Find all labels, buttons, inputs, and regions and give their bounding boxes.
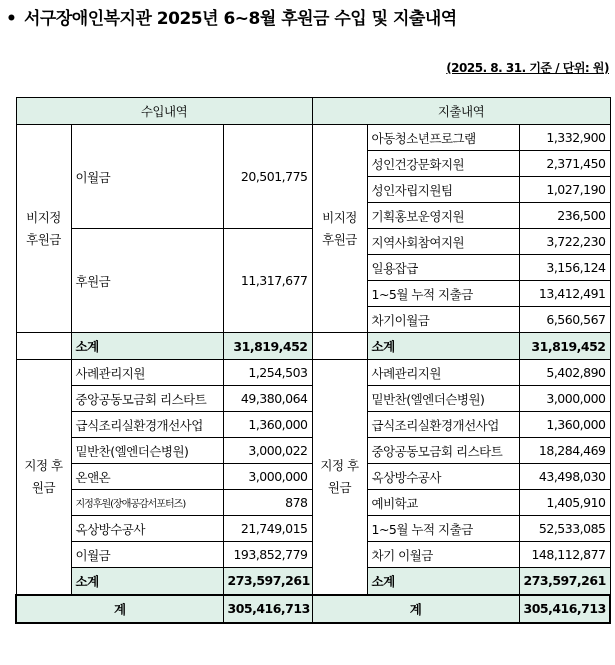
total-income: 305,416,713 [223,595,312,623]
total-expense: 305,416,713 [519,595,610,623]
subtotal-income: 273,597,261 [223,568,312,595]
total-label: 계 [312,595,519,623]
expense-label: 1~5월 누적 지출금 [367,281,519,307]
expense-value: 13,412,491 [519,281,610,307]
income-label: 후원금 [71,229,223,333]
expense-label: 차기이월금 [367,307,519,333]
subtotal-expense: 273,597,261 [519,568,610,595]
income-label: 옥상방수공사 [71,516,223,542]
group-label-des-expense: 지정 후원금 [312,360,367,595]
subtotal-income: 31,819,452 [223,333,312,360]
expense-value: 1,360,000 [519,412,610,438]
income-value: 11,317,677 [223,229,312,333]
expense-value: 148,112,877 [519,542,610,568]
expense-label: 차기 이월금 [367,542,519,568]
expense-value: 3,000,000 [519,386,610,412]
expense-label: 예비학교 [367,490,519,516]
donation-table [15,97,611,624]
header-row [16,98,610,125]
expense-value: 3,156,124 [519,255,610,281]
expense-header: 지출내역 [312,98,610,125]
group-label-non-income: 비지정 후원금 [16,125,71,333]
income-header: 수입내역 [16,98,312,125]
expense-value: 6,560,567 [519,307,610,333]
bullet-icon: • [6,9,17,29]
group-label-des-income: 지정 후원금 [16,360,71,595]
table-row [16,125,610,151]
expense-label: 지역사회참여지원 [367,229,519,255]
expense-value: 18,284,469 [519,438,610,464]
title-text: 서구장애인복지관 2025년 6~8월 후원금 수입 및 지출내역 [24,9,457,29]
subtotal-label: 소계 [71,568,223,595]
subtotal-label: 소계 [367,333,519,360]
expense-label: 사례관리지원 [367,360,519,386]
income-value: 3,000,000 [223,464,312,490]
income-label: 사례관리지원 [71,360,223,386]
subtotal-spacer [16,333,71,360]
page-title [6,4,457,29]
income-value: 21,749,015 [223,516,312,542]
expense-value: 1,405,910 [519,490,610,516]
total-row [16,595,610,623]
expense-value: 5,402,890 [519,360,610,386]
income-label: 이월금 [71,125,223,229]
income-value: 878 [223,490,312,516]
expense-value: 2,371,450 [519,151,610,177]
total-label: 계 [16,595,223,623]
income-label: 온앤온 [71,464,223,490]
subtotal-expense: 31,819,452 [519,333,610,360]
income-label: 지정후원(장애공감서포터즈) [71,490,223,516]
expense-label: 밑반찬(엘엔더슨병원) [367,386,519,412]
income-value: 1,360,000 [223,412,312,438]
expense-label: 중앙공동모금회 리스타트 [367,438,519,464]
income-value: 1,254,503 [223,360,312,386]
expense-label: 성인자립지원팀 [367,177,519,203]
expense-label: 기획홍보운영지원 [367,203,519,229]
subtotal-spacer [312,333,367,360]
unit-note: (2025. 8. 31. 기준 / 단위: 원) [446,61,609,75]
expense-label: 일용잡급 [367,255,519,281]
income-label: 중앙공동모금회 리스타트 [71,386,223,412]
income-label: 이월금 [71,542,223,568]
expense-value: 1,332,900 [519,125,610,151]
expense-label: 1~5월 누적 지출금 [367,516,519,542]
group-label-non-expense: 비지정 후원금 [312,125,367,333]
expense-value: 43,498,030 [519,464,610,490]
income-value: 3,000,022 [223,438,312,464]
income-value: 193,852,779 [223,542,312,568]
income-label: 급식조리실환경개선사업 [71,412,223,438]
expense-value: 3,722,230 [519,229,610,255]
expense-value: 52,533,085 [519,516,610,542]
subtotal-row [16,333,610,360]
income-value: 49,380,064 [223,386,312,412]
expense-label: 성인건강문화지원 [367,151,519,177]
subtotal-label: 소계 [367,568,519,595]
subtotal-label: 소계 [71,333,223,360]
income-value: 20,501,775 [223,125,312,229]
table-row [16,360,610,386]
expense-value: 1,027,190 [519,177,610,203]
expense-value: 236,500 [519,203,610,229]
income-label: 밑반찬(엘엔더슨병원) [71,438,223,464]
expense-label: 옥상방수공사 [367,464,519,490]
expense-label: 아동청소년프로그램 [367,125,519,151]
expense-label: 급식조리실환경개선사업 [367,412,519,438]
